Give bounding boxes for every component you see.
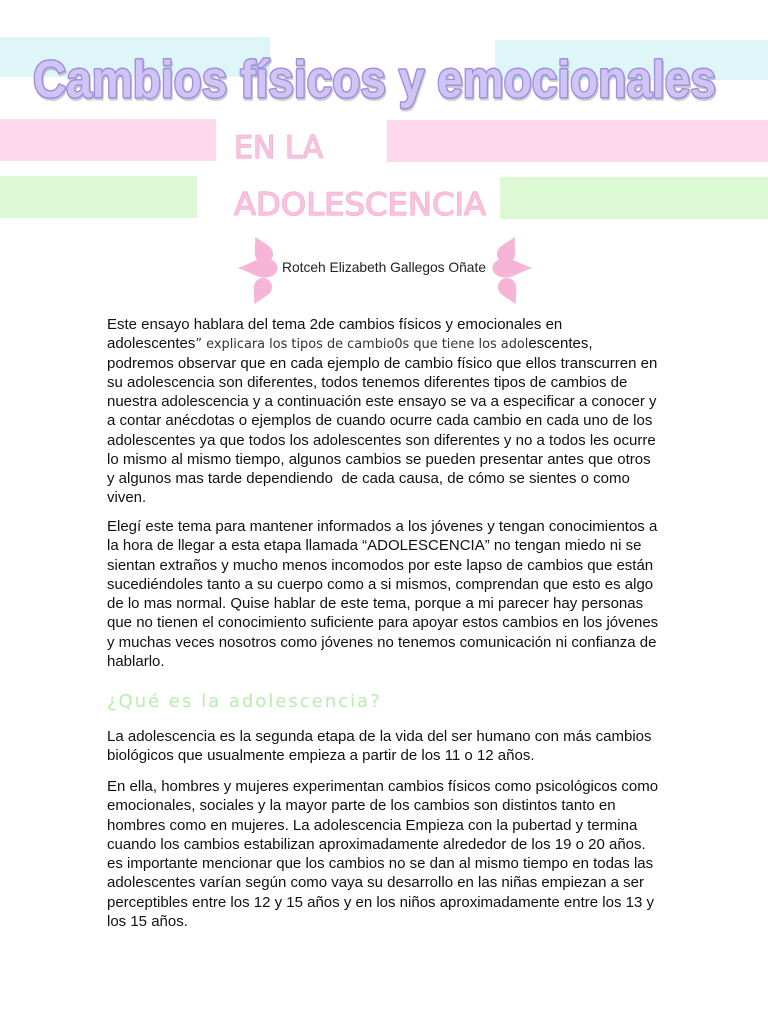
title-line-3: ADOLESCENCIA <box>234 187 486 223</box>
paragraph-line: hablarlo. <box>107 652 165 670</box>
paragraph-line: y muchas veces nosotros como jóvenes no tenemos comunicación ni confianza de <box>107 633 657 651</box>
paragraph-line: viven. <box>107 489 147 507</box>
paragraph-line: sucediéndoles tanto a su cuerpo como a si mismos, comprendan que esto es algo <box>107 575 654 593</box>
petal-decoration-left-bottom <box>246 275 275 309</box>
paragraph-line: de lo mas normal. Quise hablar de este tema, porque a mi parecer hay personas <box>107 595 644 612</box>
band-green-right <box>500 177 768 219</box>
band-pink-left <box>0 119 216 161</box>
paragraph-line: La adolescencia es la segunda etapa de la vida del ser humano con más cambios <box>107 728 652 745</box>
title-line-2: EN LA <box>234 130 323 166</box>
title-line-1: Cambios físicos y emocionales <box>33 51 716 109</box>
paragraph-line: su adolescencia son diferentes, todos tenemos diferentes tipos de cambios de <box>107 373 628 391</box>
band-pink-right <box>387 120 768 162</box>
paragraph-line: es importante mencionar que los cambios no se dan al mismo tiempo en todas las <box>107 855 654 872</box>
text-run: escentes, <box>528 335 593 353</box>
section-heading: ¿Qué es la adolescencia? <box>107 691 382 712</box>
paragraph-line: Este ensayo hablara del tema 2de cambios físicos y emocionales en <box>107 316 563 333</box>
paragraph-line: biológicos que usualmente empieza a partir de los 11 o 12 años. <box>107 747 535 765</box>
intro-paragraph-1 <box>107 315 707 508</box>
paragraph-line: adolescentes varían según como vaya su desarrollo en las niñas empiezan a ser <box>107 874 644 892</box>
paragraph-line: perceptibles entre los 12 y 15 años y en los niños aproximadamente entre los 13 y <box>107 893 654 911</box>
paragraph-line: la hora de llegar a esta etapa llamada “ADOLESCENCIA” no tengan miedo ni se <box>107 537 642 555</box>
author-name: Rotceh Elizabeth Gallegos Oñate <box>282 260 486 275</box>
paragraph-line: sientan extraños y mucho menos incomodos por este lapso de cambios que están <box>107 556 654 574</box>
paragraph-line: emocionales, sociales y la mayor parte de los cambios son distintos tanto en <box>107 797 616 815</box>
paragraph-line: lo mismo al mismo tiempo, algunos cambios se pueden presentar antes que otros <box>107 450 651 468</box>
paragraph-line: nuestra adolescencia y a continuación este ensayo se va a especificar a conocer y <box>107 393 657 410</box>
paragraph-line: y algunos mas tarde dependiendo de cada causa, de cómo se sientes o como <box>107 470 630 487</box>
petal-decoration-left-middle <box>238 258 278 277</box>
paragraph-line: En ella, hombres y mujeres experimentan cambios físicos como psicológicos como <box>107 778 659 795</box>
section-paragraph-2 <box>107 777 707 931</box>
paragraph-line: hombres como en mujeres. La adolescencia Empieza con la pubertad y termina <box>107 816 638 834</box>
paragraph-line: los 15 años. <box>107 912 188 930</box>
paragraph-line: a contar anécdotas o ejemplos de cuando ocurre cada cambio en cada uno de los <box>107 412 653 430</box>
paragraph-line: que no tienen el conocimiento suficiente para apoyar estos cambios en los jóvenes <box>107 614 659 632</box>
band-green-left <box>0 176 197 218</box>
text-run: adolescentes <box>107 335 196 353</box>
header-artwork <box>0 0 768 310</box>
paragraph-line: Elegí este tema para mantener informados a los jóvenes y tengan conocimientos a <box>107 518 658 535</box>
paragraph-line <box>107 334 707 353</box>
petal-decoration-right-bottom <box>495 275 524 309</box>
intro-paragraph-2 <box>107 517 707 671</box>
paragraph-line: cuando los cambios estabilizan aproximadamente alrededor de los 19 o 20 años. <box>107 835 646 853</box>
text-run-alt-font: ” explicara los tipos de cambio0s que tiene los adol <box>195 337 529 353</box>
section-paragraph-1 <box>107 727 707 766</box>
paragraph-line: podremos observar que en cada ejemplo de cambio físico que ellos transcurren en <box>107 354 658 372</box>
petal-decoration-right-middle <box>492 258 532 277</box>
paragraph-line: adolescentes ya que todos los adolescentes son diferentes y no a todos les ocurre <box>107 431 656 449</box>
